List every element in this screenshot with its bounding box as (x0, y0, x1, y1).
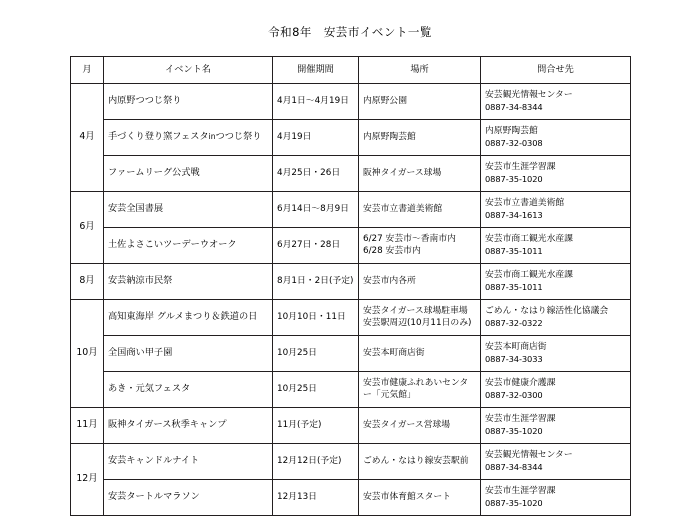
contact-phone: 0887-35-1020 (485, 497, 543, 508)
cell-contact (481, 408, 631, 444)
page-title: 令和8年 安芸市イベント一覧 (268, 25, 432, 39)
cell-place-line: 6/27 安芸市～香南市内 (363, 233, 456, 244)
contact-name: 安芸市生涯学習課 (485, 486, 556, 497)
contact-name: 安芸市健康介護課 (485, 378, 556, 389)
contact-name: 安芸本町商店街 (485, 342, 547, 353)
cell-place-line: 安芸市健康ふれあいセンター「元気館」 (363, 377, 469, 400)
events-table (70, 56, 631, 516)
cell-contact (481, 480, 631, 516)
cell-contact (481, 372, 631, 408)
cell-contact (481, 336, 631, 372)
table-body (71, 84, 631, 516)
cell-event-name: 土佐よさこいツーデーウオーク (104, 228, 273, 264)
contact-phone: 0887-35-1020 (485, 173, 543, 184)
cell-place-line: 安芸タイガース球場駐車場 (363, 305, 468, 316)
cell-place (359, 264, 481, 300)
cell-month: 8月 (71, 264, 104, 300)
contact-name: 安芸観光情報センター (485, 450, 573, 461)
cell-contact (481, 228, 631, 264)
cell-contact (481, 192, 631, 228)
table-row (71, 156, 631, 192)
cell-place (359, 156, 481, 192)
cell-event-name: 安芸キャンドルナイト (104, 444, 273, 480)
column-header-place: 場所 (359, 57, 481, 84)
cell-period: 10月10日・11日 (273, 300, 359, 336)
table-row (71, 408, 631, 444)
cell-event-name: ファームリーグ公式戦 (104, 156, 273, 192)
contact-name: 安芸市商工観光水産課 (485, 234, 573, 245)
contact-name: 安芸市生涯学習課 (485, 162, 556, 173)
cell-place (359, 120, 481, 156)
cell-place-line: 阪神タイガース球場 (363, 167, 442, 178)
contact-name: 安芸市立書道美術館 (485, 198, 565, 209)
table-row (71, 336, 631, 372)
cell-period: 12月13日 (273, 480, 359, 516)
contact-phone: 0887-32-0322 (485, 317, 543, 328)
cell-place (359, 372, 481, 408)
table-row (71, 228, 631, 264)
cell-place-line: 内原野公園 (363, 95, 407, 106)
cell-place (359, 84, 481, 120)
cell-place (359, 480, 481, 516)
column-header-contact: 問合せ先 (481, 57, 631, 84)
header-row (71, 57, 631, 84)
contact-phone: 0887-34-8344 (485, 101, 543, 112)
events-table-wrap (70, 56, 630, 516)
cell-period: 4月19日 (273, 120, 359, 156)
cell-contact (481, 300, 631, 336)
cell-place-line: 6/28 安芸市内 (363, 245, 421, 256)
table-row (71, 264, 631, 300)
cell-event-name: 高知東海岸 グルメまつり＆鉄道の日 (104, 300, 273, 336)
cell-period: 4月1日～4月19日 (273, 84, 359, 120)
cell-period: 4月25日・26日 (273, 156, 359, 192)
table-row (71, 192, 631, 228)
cell-contact (481, 120, 631, 156)
table-row (71, 480, 631, 516)
cell-place (359, 300, 481, 336)
contact-name: 安芸市商工観光水産課 (485, 270, 573, 281)
cell-month: 10月 (71, 300, 104, 408)
table-row (71, 444, 631, 480)
cell-contact (481, 84, 631, 120)
contact-phone: 0887-32-0300 (485, 389, 543, 400)
cell-period: 10月25日 (273, 336, 359, 372)
contact-name: 安芸市生涯学習課 (485, 414, 556, 425)
contact-phone: 0887-34-3033 (485, 353, 543, 364)
contact-phone: 0887-34-1613 (485, 209, 543, 220)
column-header-month: 月 (71, 57, 104, 84)
cell-period: 10月25日 (273, 372, 359, 408)
cell-event-name: 安芸納涼市民祭 (104, 264, 273, 300)
cell-place (359, 444, 481, 480)
cell-place-line: 安芸本町商店街 (363, 347, 425, 358)
column-header-event: イベント名 (104, 57, 273, 84)
cell-event-name: あき・元気フェスタ (104, 372, 273, 408)
cell-event-name: 内原野つつじ祭り (104, 84, 273, 120)
cell-place-line: 内原野陶芸館 (363, 131, 416, 142)
column-header-period: 開催期間 (273, 57, 359, 84)
cell-month: 6月 (71, 192, 104, 264)
cell-event-name: 安芸全国書展 (104, 192, 273, 228)
cell-period: 6月14日～8月9日 (273, 192, 359, 228)
cell-place-line: 安芸市体育館スタート (363, 491, 451, 502)
contact-name: 内原野陶芸館 (485, 126, 538, 137)
table-row (71, 84, 631, 120)
cell-period: 8月1日・2日(予定) (273, 264, 359, 300)
cell-period: 6月27日・28日 (273, 228, 359, 264)
contact-phone: 0887-35-1011 (485, 281, 543, 292)
contact-phone: 0887-34-8344 (485, 461, 543, 472)
cell-place-line: 安芸市立書道美術館 (363, 203, 443, 214)
cell-contact (481, 444, 631, 480)
cell-month: 12月 (71, 444, 104, 516)
cell-place-line: 安芸市内各所 (363, 275, 416, 286)
cell-contact (481, 264, 631, 300)
cell-place (359, 408, 481, 444)
contact-phone: 0887-32-0308 (485, 137, 543, 148)
cell-event-name: 安芸タートルマラソン (104, 480, 273, 516)
cell-contact (481, 156, 631, 192)
cell-month: 4月 (71, 84, 104, 192)
cell-event-name: 阪神タイガース秋季キャンプ (104, 408, 273, 444)
cell-place-line: 安芸駅周辺(10月11日のみ) (363, 317, 472, 328)
contact-phone: 0887-35-1011 (485, 245, 543, 256)
contact-name: ごめん・なはり線活性化協議会 (485, 306, 609, 317)
table-header (71, 57, 631, 84)
cell-period: 12月12日(予定) (273, 444, 359, 480)
cell-place-line: ごめん・なはり線安芸駅前 (363, 455, 469, 466)
cell-period: 11月(予定) (273, 408, 359, 444)
cell-place (359, 228, 481, 264)
cell-place-line: 安芸タイガース営球場 (363, 419, 451, 430)
contact-name: 安芸観光情報センター (485, 90, 573, 101)
contact-phone: 0887-35-1020 (485, 425, 543, 436)
table-row (71, 120, 631, 156)
cell-place (359, 192, 481, 228)
table-row (71, 372, 631, 408)
table-row (71, 300, 631, 336)
cell-event-name: 手づくり登り窯フェスタinつつじ祭り (104, 120, 273, 156)
cell-event-name: 全国商い甲子園 (104, 336, 273, 372)
cell-month: 11月 (71, 408, 104, 444)
cell-place (359, 336, 481, 372)
